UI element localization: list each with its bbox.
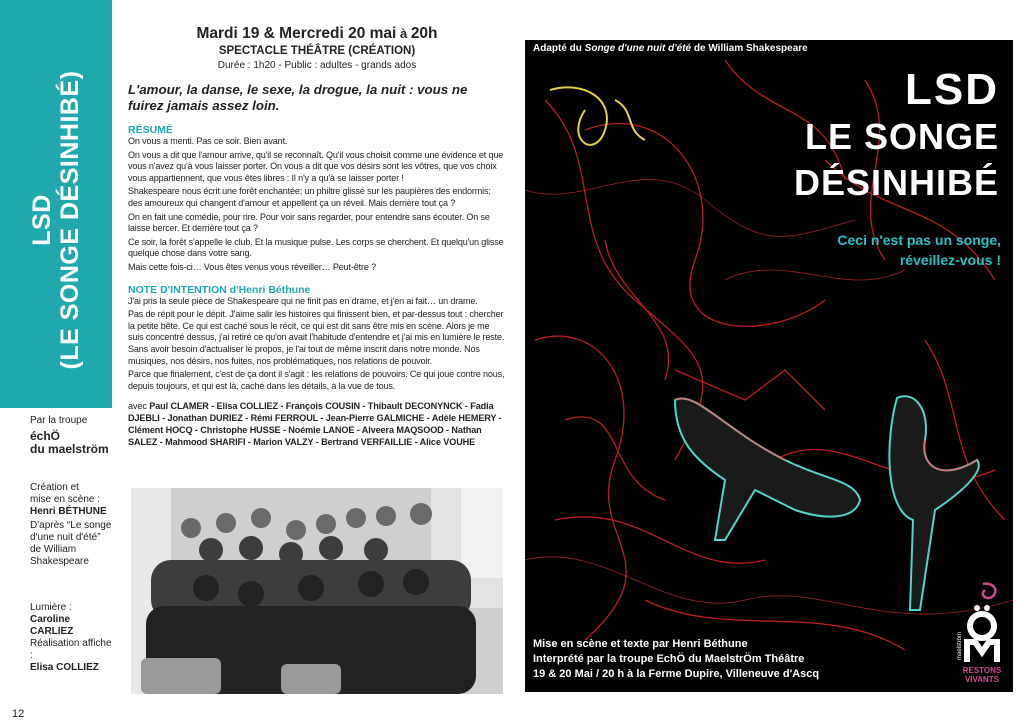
poster-title-line3: DÉSINHIBÉ bbox=[793, 162, 999, 203]
poster-subtitle bbox=[837, 230, 1001, 270]
side-band bbox=[0, 0, 112, 408]
event-time-prefix: à bbox=[396, 26, 411, 41]
poster-subtitle-2: réveillez-vous ! bbox=[899, 252, 1001, 268]
event-kind: SPECTACLE THÉÂTRE (CRÉATION) bbox=[218, 45, 416, 57]
poster-adaptation bbox=[533, 43, 808, 54]
resume-paragraph: Ce soir, la forêt s'appelle le club. Et la musique pulse. Les corps se cherchent. Et quelqu'un glisse quelque chose dans votre sang. bbox=[128, 236, 504, 259]
light-name: Caroline CARLIEZ bbox=[30, 614, 74, 637]
light-label: Lumière : bbox=[30, 602, 72, 613]
creation-credit bbox=[30, 482, 116, 568]
resume-paragraph: On vous a dit que l'amour arrive, qu'il se reconnaît. Qu'il vous choisit comme une évidence et que vous n'avez qu'à vous laisser porter. On vous a dit que vos désirs sont les vôtres, que vos choix vous appartiennent, que vous êtes libres : Il n'y a qu'à se laisser porter ! bbox=[128, 149, 504, 183]
cast-names: Paul CLAMER - Elisa COLLIEZ - François COUSIN - Thibault DECONYNCK - Fadia DJEBLI - Jonathan DURIEZ - Rémi FERROUL - Jean-Pierre GALMICHE - Adèle HEMERY - Clément HOCQ - Christophe HUSSE - Noémie LANOE - Alveera MAQSOOD - Nathan SALEZ - Mahmood SHARIFI - Marion VALZY - Bertrand VERFAILLIE - Alice VOUHE bbox=[128, 401, 502, 448]
note-paragraph: Pas de répit pour le dépit. J'aime salir les histoires qui finissent bien, et par-dessus tout : chercher la petite bête. Ce qui est caché sous le récit, ce qui est dit sans être mis en scène. Alors je me suis concentré dessus, j'ai retiré ce qu'on avait l'habitude d'entendre et j'ai mis en lumière le reste. Sans avoir besoin d'actualiser le propos, je l'ai tout de même inscrit dans notre monde. Nos musiques, nos désirs, nos fuites, nos problématiques, nos relations de pouvoir. bbox=[128, 309, 505, 366]
resume-title: RÉSUMÉ bbox=[128, 124, 173, 136]
poster-title-line2: LE SONGE bbox=[804, 116, 999, 157]
poster-title bbox=[794, 66, 999, 206]
group-photo-image bbox=[131, 488, 503, 694]
poster-credit-1: Mise en scène et texte par Henri Béthune bbox=[533, 638, 748, 650]
poster bbox=[525, 40, 1013, 692]
cast-prefix: avec bbox=[128, 401, 150, 412]
resume-paragraph: Mais cette fois-ci… Vous êtes venus vous réveiller… Peut-être ? bbox=[128, 261, 376, 272]
note-title: NOTE D'INTENTION d'Henri Béthune bbox=[128, 283, 311, 296]
poster-adapt-work: Songe d'une nuit d'été bbox=[584, 43, 692, 54]
note-paragraph: Parce que finalement, c'est de ça dont il s'agit : les relations de pouvoirs. Ce qui joue contre nous, depuis toujours, et qui est là, caché dans les détails, à la vue de tous. bbox=[128, 369, 505, 391]
troupe-name-1: échÖ bbox=[30, 429, 61, 443]
poster-credits bbox=[533, 637, 819, 682]
poster-credit-3: 19 & 20 Mai / 20 h à la Ferme Dupire, Villeneuve d'Ascq bbox=[533, 668, 820, 680]
poster-subtitle-1: Ceci n'est pas un songe, bbox=[837, 232, 1001, 248]
maelstrom-logo bbox=[953, 580, 1003, 684]
tagline: L'amour, la danse, le sexe, la drogue, la nuit : vous ne fuirez jamais assez loin. bbox=[128, 82, 468, 113]
event-time: 20h bbox=[410, 25, 438, 42]
vertical-title-line1: LSD bbox=[28, 194, 56, 246]
creation-label-1: Création et bbox=[30, 482, 79, 493]
poster-label: Réalisation affiche : bbox=[30, 638, 112, 661]
poster-adapt-prefix: Adapté du bbox=[533, 43, 585, 54]
logo-sub-1: RESTONS bbox=[962, 666, 1002, 675]
note-paragraph: J'ai pris la seule pièce de Shakespeare qui ne finit pas en drame, et j'en ai fait… un drame. bbox=[128, 295, 478, 306]
troupe-credit bbox=[30, 415, 116, 456]
after-line-4: Shakespeare bbox=[30, 556, 89, 567]
creation-name: Henri BÉTHUNE bbox=[30, 506, 107, 517]
creation-label-2: mise en scène : bbox=[30, 494, 101, 505]
main-article bbox=[128, 24, 506, 448]
cast-list bbox=[128, 400, 506, 448]
resume-paragraph: On en fait une comédie, pour rire. Pour voir sans regarder, pour entendre sans écouter. On se laisse bercer. Et derrière tout ça ? bbox=[128, 211, 490, 234]
poster-adapt-suffix: de William Shakespeare bbox=[691, 43, 808, 54]
after-line-1: D'après “Le songe bbox=[30, 520, 112, 531]
after-line-2: d'une nuit d'été” bbox=[30, 532, 101, 543]
logo-sub-2: VIVANTS bbox=[964, 675, 1000, 684]
after-line-3: de William bbox=[30, 544, 77, 555]
resume-paragraph: Shakespeare nous écrit une forêt enchantée; un philtre glissé sur les paupières des endormis; des amoureux qui changent d'amour et appellent ça un réveil. Mais derrière tout ça ? bbox=[128, 186, 491, 208]
poster-title-lsd: LSD bbox=[905, 65, 999, 114]
page-number: 12 bbox=[12, 708, 25, 720]
poster-name: Elisa COLLIEZ bbox=[30, 662, 99, 673]
poster-credit-2: Interprété par la troupe EchÖ du MaelstrÖm Théâtre bbox=[533, 653, 805, 665]
tech-credit bbox=[30, 602, 116, 674]
event-date bbox=[128, 24, 506, 44]
event-date-text: Mardi 19 & Mercredi 20 mai bbox=[196, 25, 397, 42]
group-photo bbox=[131, 488, 503, 694]
troupe-prefix: Par la troupe bbox=[30, 415, 88, 426]
vertical-title-line2: (LE SONGE DÉSINHIBÉ) bbox=[56, 70, 84, 370]
event-info: Durée : 1h20 - Public : adultes - grands ados bbox=[217, 60, 417, 71]
troupe-name-2: du maelström bbox=[30, 442, 109, 456]
logo-small-text: maelström bbox=[957, 631, 963, 660]
resume-paragraph: On vous a menti. Pas ce soir. Bien avant. bbox=[128, 136, 288, 146]
vertical-title bbox=[28, 71, 84, 370]
